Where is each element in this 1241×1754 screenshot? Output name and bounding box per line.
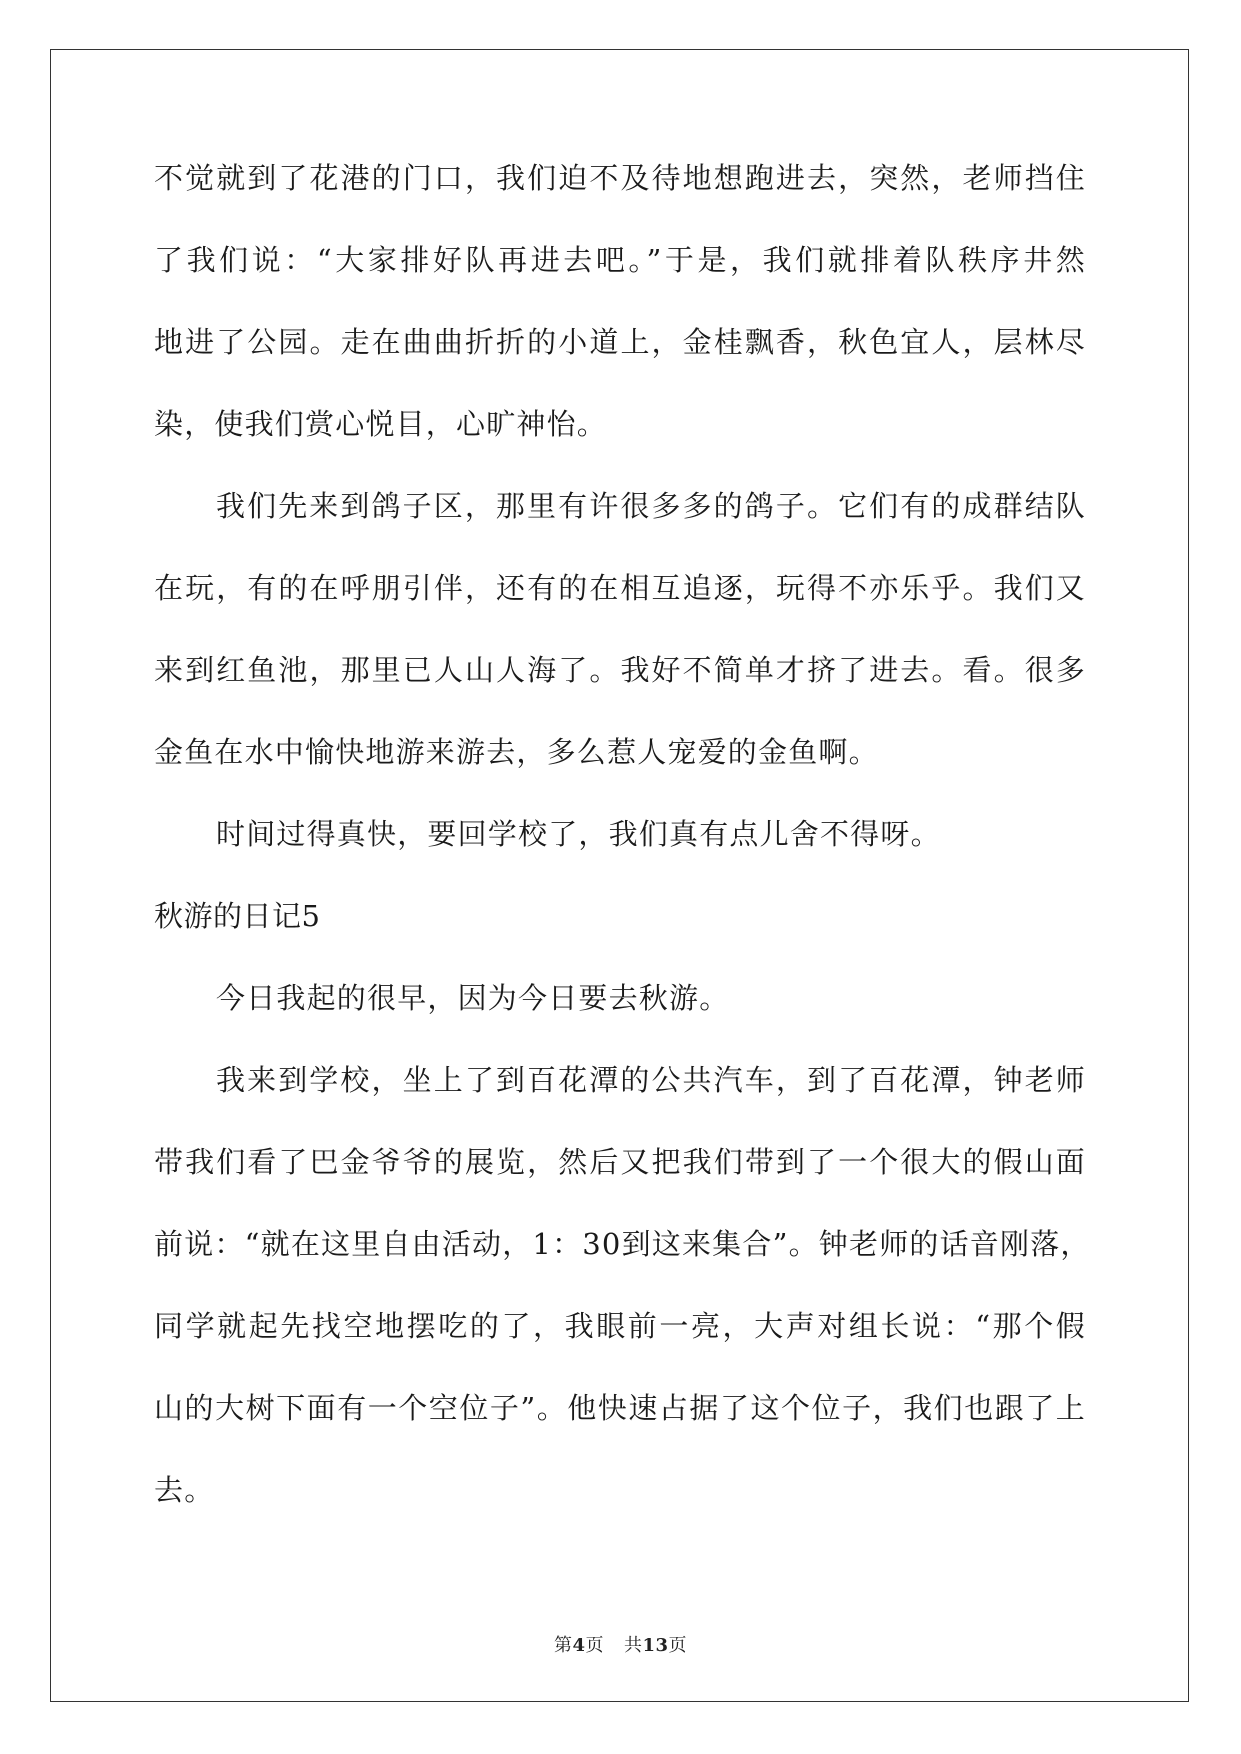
text-line-13: 带我们看了巴金爷爷的展览，然后又把我们带到了一个很大的假山面	[154, 1145, 1086, 1179]
text-line-16: 山的大树下面有一个空位子”。他快速占据了这个位子，我们也跟了上	[154, 1391, 1086, 1425]
text-line-15: 同学就起先找空地摆吃的了，我眼前一亮，大声对组长说：“那个假	[154, 1309, 1086, 1343]
text-line-4: 染，使我们赏心悦目，心旷神怡。	[154, 407, 608, 441]
total-pages: 13	[642, 1635, 669, 1656]
total-prefix: 共	[623, 1635, 643, 1656]
page-suffix: 页	[585, 1635, 604, 1656]
text-line-12: 我来到学校，坐上了到百花潭的公共汽车，到了百花潭，钟老师	[216, 1063, 1086, 1097]
text-line-3: 地进了公园。走在曲曲折折的小道上，金桂飘香，秋色宜人，层林尽	[154, 325, 1086, 359]
text-line-14: 前说：“就在这里自由活动，1：30到这来集合”。钟老师的话音刚落，	[154, 1227, 1091, 1261]
text-line-2: 了我们说：“大家排好队再进去吧。”于是，我们就排着队秩序井然	[154, 243, 1086, 277]
text-line-6: 在玩，有的在呼朋引伴，还有的在相互追逐，玩得不亦乐乎。我们又	[154, 571, 1086, 605]
text-line-9: 时间过得真快，要回学校了，我们真有点儿舍不得呀。	[216, 817, 941, 851]
section-heading: 秋游的日记5	[154, 899, 321, 933]
text-line-17: 去。	[154, 1473, 215, 1507]
text-line-1: 不觉就到了花港的门口，我们迫不及待地想跑进去，突然，老师挡住	[154, 161, 1086, 195]
text-line-5: 我们先来到鸽子区，那里有许很多多的鸽子。它们有的成群结队	[216, 489, 1086, 523]
page-prefix: 第	[553, 1635, 573, 1656]
total-suffix: 页	[668, 1635, 688, 1656]
text-line-11: 今日我起的很早，因为今日要去秋游。	[216, 981, 730, 1015]
page-number: 4	[572, 1635, 586, 1656]
text-line-7: 来到红鱼池，那里已人山人海了。我好不简单才挤了进去。看。很多	[154, 653, 1086, 687]
page-footer	[0, 1631, 1241, 1657]
document-body	[154, 158, 1091, 1552]
text-line-8: 金鱼在水中愉快地游来游去，多么惹人宠爱的金鱼啊。	[154, 735, 879, 769]
